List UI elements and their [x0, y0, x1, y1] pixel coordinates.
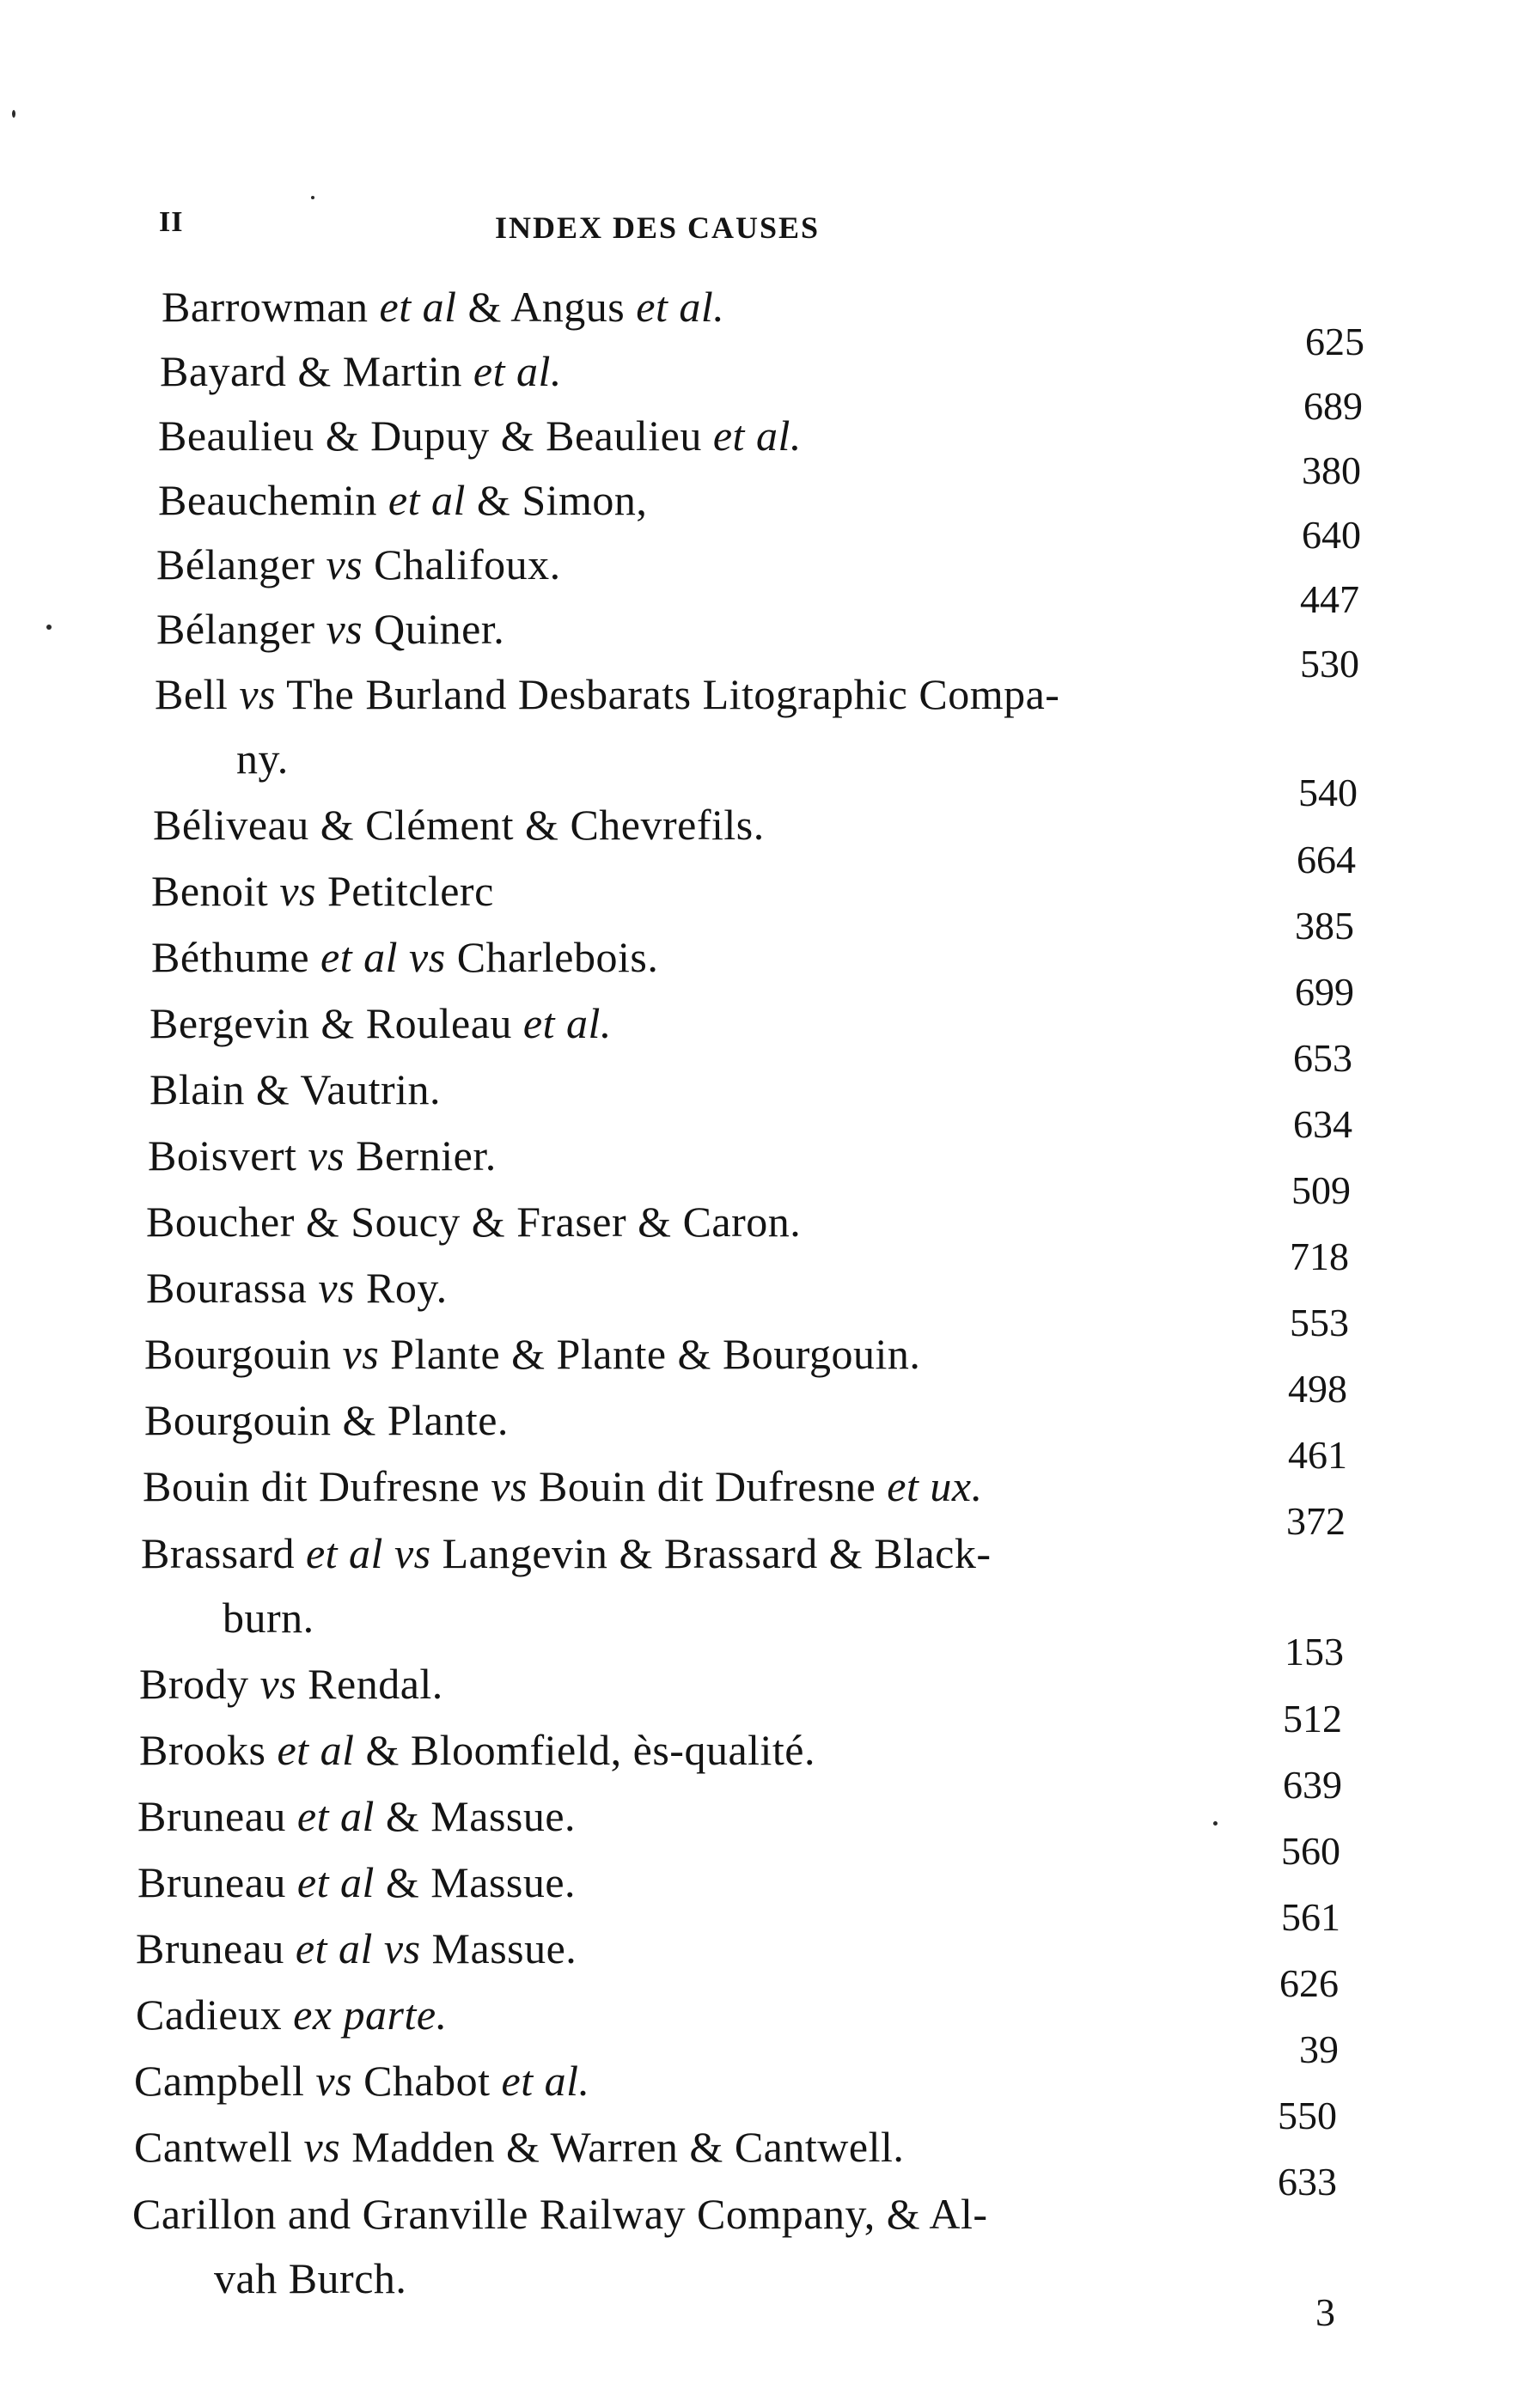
index-entry: [146, 1256, 1401, 1344]
index-entry: [151, 859, 1406, 948]
scan-speck: [311, 196, 314, 199]
entry-name: Cadieux ex parte.: [136, 1990, 448, 2039]
entry-name: Bourgouin vs Plante & Plante & Bourgouin.: [144, 1330, 921, 1378]
entry-name: Bélanger vs Quiner.: [156, 605, 505, 653]
entry-page-number: 626: [1279, 1961, 1339, 2005]
index-entry: [146, 1190, 1401, 1278]
entry-page-number: 553: [1290, 1301, 1349, 1344]
entry-page-number: 640: [1302, 513, 1361, 557]
entry-page-number: 633: [1278, 2160, 1337, 2204]
entry-name: Bruneau et al vs Massue.: [136, 1924, 577, 1972]
entry-page-number: 664: [1297, 838, 1356, 881]
index-entry: [136, 1917, 1390, 2005]
index-entry: [160, 339, 1414, 428]
entry-name: Campbell vs Chabot et al.: [134, 2057, 590, 2105]
index-entry: [148, 1124, 1402, 1212]
entry-page-number: 625: [1305, 320, 1364, 363]
scan-speck: [1213, 1821, 1218, 1826]
entry-name: Boucher & Soucy & Fraser & Caron.: [146, 1198, 802, 1246]
entry-page-number: 372: [1286, 1499, 1346, 1543]
index-entry: [132, 2181, 1387, 2334]
entry-name: Bergevin & Rouleau et al.: [150, 999, 612, 1047]
entry-name: Carillon and Granville Railway Company, & Al-: [132, 2190, 988, 2238]
entry-page-number: 3: [1315, 2290, 1335, 2334]
scan-speck: [12, 110, 15, 118]
index-entry: [144, 1388, 1399, 1477]
entry-name: Bruneau et al & Massue.: [137, 1858, 577, 1906]
entry-name: Brooks et al & Bloomfield, ès-qualité.: [139, 1726, 816, 1774]
index-entry: [143, 1454, 1397, 1543]
page-number: II: [159, 206, 184, 238]
entry-name: Beauchemin et al & Simon,: [158, 476, 648, 524]
entry-name: Cantwell vs Madden & Warren & Cantwell.: [134, 2123, 905, 2171]
entry-page-number: 653: [1293, 1036, 1352, 1080]
scan-speck: [46, 625, 52, 630]
entry-name: Béthume et al vs Charlebois.: [151, 933, 659, 981]
entry-name: Brody vs Rendal.: [139, 1660, 443, 1708]
entry-name: Bélanger vs Chalifoux.: [156, 540, 561, 588]
index-entry: [144, 1322, 1399, 1411]
entry-page-number: 560: [1281, 1829, 1340, 1873]
entry-name: Bruneau et al & Massue.: [137, 1792, 577, 1840]
entry-name: Bourgouin & Plante.: [144, 1396, 509, 1444]
entry-name: Blain & Vautrin.: [150, 1065, 442, 1113]
entry-name: Bourassa vs Roy.: [146, 1264, 448, 1312]
entry-page-number: 561: [1281, 1895, 1340, 1939]
entry-name: Barrowman et al & Angus et al.: [162, 283, 725, 331]
entry-page-number: 540: [1298, 771, 1358, 814]
entry-page-number: 634: [1293, 1102, 1352, 1146]
entry-page-number: 718: [1290, 1234, 1349, 1278]
index-entry: [156, 597, 1411, 686]
entry-page-number: 639: [1283, 1763, 1342, 1807]
index-entry: [136, 1983, 1390, 2071]
index-entry: [162, 275, 1416, 363]
index-entry: [141, 1521, 1395, 1673]
entry-name-continuation: vah Burch.: [214, 2254, 407, 2302]
index-entry: [139, 1718, 1394, 1807]
index-entry: [155, 661, 1409, 814]
index-entry: [134, 2049, 1388, 2137]
entry-name-continuation: burn.: [223, 1594, 314, 1642]
entry-name: Bayard & Martin et al.: [160, 347, 562, 395]
index-entry: [137, 1784, 1392, 1873]
entry-page-number: 689: [1303, 384, 1363, 428]
entry-name: Bouin dit Dufresne vs Bouin dit Dufresne et ux.: [143, 1462, 983, 1510]
entry-page-number: 461: [1288, 1433, 1347, 1477]
entry-page-number: 385: [1295, 904, 1354, 948]
index-entry: [156, 533, 1411, 621]
entry-name-continuation: ny.: [236, 735, 289, 783]
entry-page-number: 498: [1288, 1367, 1347, 1411]
entry-name: Benoit vs Petitclerc: [151, 867, 494, 915]
entry-page-number: 530: [1300, 642, 1359, 686]
entry-page-number: 447: [1300, 577, 1359, 621]
entry-page-number: 39: [1299, 2027, 1339, 2071]
index-entry: [150, 1058, 1404, 1146]
section-title: INDEX DES CAUSES: [494, 210, 821, 245]
index-entry: [158, 468, 1413, 557]
entry-name: Bell vs The Burland Desbarats Litographic Compa-: [155, 670, 1060, 718]
entry-page-number: 550: [1278, 2094, 1337, 2137]
index-entry: [134, 2115, 1388, 2204]
entry-name: Beaulieu & Dupuy & Beaulieu et al.: [158, 411, 802, 460]
entry-name: Béliveau & Clément & Chevrefils.: [153, 801, 765, 849]
entry-page-number: 509: [1291, 1168, 1351, 1212]
entry-page-number: 380: [1302, 448, 1361, 492]
index-entry: [151, 925, 1406, 1014]
index-entry: [137, 1850, 1392, 1939]
entry-page-number: 699: [1295, 970, 1354, 1014]
index-entry: [150, 991, 1404, 1080]
entry-name: Boisvert vs Bernier.: [148, 1131, 497, 1180]
entry-name: Brassard et al vs Langevin & Brassard & Black-: [141, 1529, 992, 1577]
index-entry: [139, 1652, 1394, 1740]
entry-page-number: 512: [1283, 1697, 1342, 1740]
index-entry: [158, 404, 1413, 492]
entry-page-number: 153: [1285, 1630, 1344, 1673]
index-entry: [153, 793, 1407, 881]
running-head: [159, 198, 1379, 249]
